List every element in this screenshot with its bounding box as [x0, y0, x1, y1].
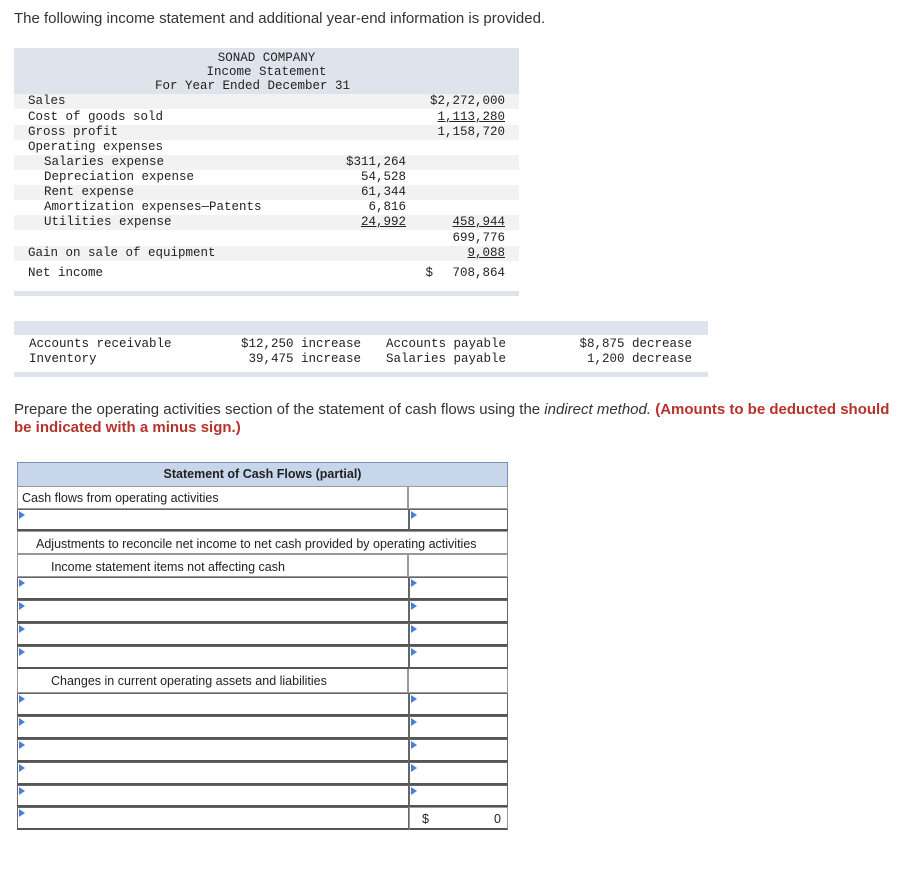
change-label-input[interactable]	[17, 716, 409, 739]
income-statement-header	[14, 48, 519, 94]
cash-flow-title: Statement of Cash Flows (partial)	[17, 462, 508, 487]
instructions	[14, 401, 894, 437]
dropdown-marker-icon	[411, 741, 417, 749]
dropdown-marker-icon	[19, 579, 25, 587]
intro-text: The following income statement and additional year-end information is provided.	[14, 10, 546, 27]
section-label: Cash flows from operating activities	[22, 491, 219, 505]
cogs-value: 1,113,280	[437, 110, 505, 124]
dropdown-marker-icon	[19, 787, 25, 795]
dropdown-marker-icon	[411, 625, 417, 633]
expense-label: Depreciation expense	[44, 170, 195, 184]
statement-title: Income Statement	[206, 65, 327, 79]
gross-profit-row	[14, 125, 519, 140]
dropdown-marker-icon	[411, 648, 417, 656]
change-label-input[interactable]	[17, 739, 409, 762]
total-amount-cell	[409, 807, 508, 830]
salaries-payable-change: 1,200 decrease	[586, 352, 692, 366]
expense-label: Utilities expense	[44, 215, 172, 229]
expense-value: 61,344	[360, 185, 406, 199]
sales-row	[14, 94, 519, 109]
change-label-input[interactable]	[17, 762, 409, 785]
net-income-value: 708,864	[452, 266, 505, 280]
change-amount-input[interactable]	[409, 739, 508, 762]
dropdown-marker-icon	[19, 695, 25, 703]
gross-profit-label: Gross profit	[28, 125, 119, 139]
change-amount-input[interactable]	[409, 785, 508, 807]
change-label-input[interactable]	[17, 693, 409, 716]
instructions-method: indirect method.	[544, 401, 652, 418]
additional-info	[14, 337, 708, 369]
dropdown-marker-icon	[411, 579, 417, 587]
adjustment-label-input[interactable]	[17, 600, 409, 623]
change-label-input[interactable]	[17, 785, 409, 807]
adjustment-amount-input[interactable]	[409, 646, 508, 669]
operating-income-row	[14, 231, 519, 246]
ap-change: $8,875 decrease	[579, 337, 692, 351]
adjustments-cell	[17, 531, 508, 554]
expense-row	[14, 155, 519, 170]
dropdown-marker-icon	[19, 809, 25, 817]
dropdown-marker-icon	[19, 718, 25, 726]
net-income-dollar: $	[425, 266, 433, 280]
ar-label: Accounts receivable	[29, 337, 172, 351]
adjustment-label-input[interactable]	[17, 646, 409, 669]
adjustment-label-input[interactable]	[17, 623, 409, 646]
statement-period: For Year Ended December 31	[154, 79, 351, 93]
net-income-label: Net income	[28, 266, 104, 280]
additional-info-top-bar	[14, 321, 708, 335]
dropdown-marker-icon	[19, 625, 25, 633]
changes-cell	[17, 669, 408, 693]
inventory-label: Inventory	[29, 352, 97, 366]
opex-heading: Operating expenses	[28, 140, 164, 154]
inventory-change: 39,475 increase	[248, 352, 361, 366]
cogs-row	[14, 110, 519, 125]
section-amount-cell	[408, 486, 508, 509]
adjustment-label-input[interactable]	[17, 577, 409, 600]
instructions-note: (Amounts to be deducted should be indicated with a minus sign.)	[14, 401, 890, 436]
change-amount-input[interactable]	[409, 693, 508, 716]
instructions-text: Prepare the operating activities section of the statement of cash flows using the	[14, 401, 545, 418]
gross-profit-value: 1,158,720	[437, 125, 505, 139]
ap-label: Accounts payable	[386, 337, 507, 351]
section-cell	[17, 486, 408, 509]
total-value: 0	[494, 812, 501, 826]
net-income-row	[14, 266, 519, 281]
changes-amount-cell	[408, 669, 508, 693]
change-amount-input[interactable]	[409, 716, 508, 739]
expense-row	[14, 185, 519, 200]
operating-income-value: 699,776	[452, 231, 505, 245]
dropdown-marker-icon	[19, 648, 25, 656]
total-dollar: $	[422, 812, 429, 826]
total-label-input[interactable]	[17, 807, 409, 830]
opex-heading-row	[14, 140, 519, 155]
total-opex-value: 458,944	[452, 215, 505, 229]
dropdown-marker-icon	[411, 511, 417, 519]
adjustment-amount-input[interactable]	[409, 600, 508, 623]
dropdown-marker-icon	[411, 695, 417, 703]
expense-label: Salaries expense	[44, 155, 165, 169]
expense-row	[14, 170, 519, 185]
cogs-label: Cost of goods sold	[28, 110, 164, 124]
salaries-payable-label: Salaries payable	[386, 352, 507, 366]
expense-value: $311,264	[345, 155, 406, 169]
expense-value: 6,816	[368, 200, 406, 214]
gain-value: 9,088	[467, 246, 505, 260]
adjustment-amount-input[interactable]	[409, 623, 508, 646]
dropdown-marker-icon	[19, 511, 25, 519]
ar-change: $12,250 increase	[240, 337, 361, 351]
expense-row	[14, 200, 519, 215]
expense-value: 54,528	[360, 170, 406, 184]
expense-value: 24,992	[360, 215, 406, 229]
expense-label: Amortization expenses—Patents	[44, 200, 262, 214]
adjustments-label: Adjustments to reconcile net income to net cash provided by operating activities	[36, 537, 477, 551]
dropdown-marker-icon	[411, 787, 417, 795]
gain-label: Gain on sale of equipment	[28, 246, 216, 260]
non-cash-label: Income statement items not affecting cash	[51, 560, 285, 574]
income-statement	[14, 48, 519, 296]
dropdown-marker-icon	[411, 602, 417, 610]
company-name: SONAD COMPANY	[217, 51, 316, 65]
changes-label: Changes in current operating assets and liabilities	[51, 674, 327, 688]
sales-label: Sales	[28, 94, 66, 108]
dropdown-marker-icon	[411, 764, 417, 772]
gain-row	[14, 246, 519, 261]
dropdown-marker-icon	[19, 764, 25, 772]
dropdown-marker-icon	[19, 602, 25, 610]
expense-label: Rent expense	[44, 185, 135, 199]
dropdown-marker-icon	[411, 718, 417, 726]
sales-value: $2,272,000	[429, 94, 505, 108]
net-income-label-input[interactable]	[17, 509, 409, 531]
non-cash-amount-cell	[408, 554, 508, 577]
dropdown-marker-icon	[19, 741, 25, 749]
adjustment-amount-input[interactable]	[409, 577, 508, 600]
divider	[14, 291, 519, 296]
additional-info-bottom-bar	[14, 372, 708, 377]
net-income-amount-input[interactable]	[409, 509, 508, 531]
expense-row	[14, 215, 519, 230]
change-amount-input[interactable]	[409, 762, 508, 785]
non-cash-cell	[17, 554, 408, 577]
